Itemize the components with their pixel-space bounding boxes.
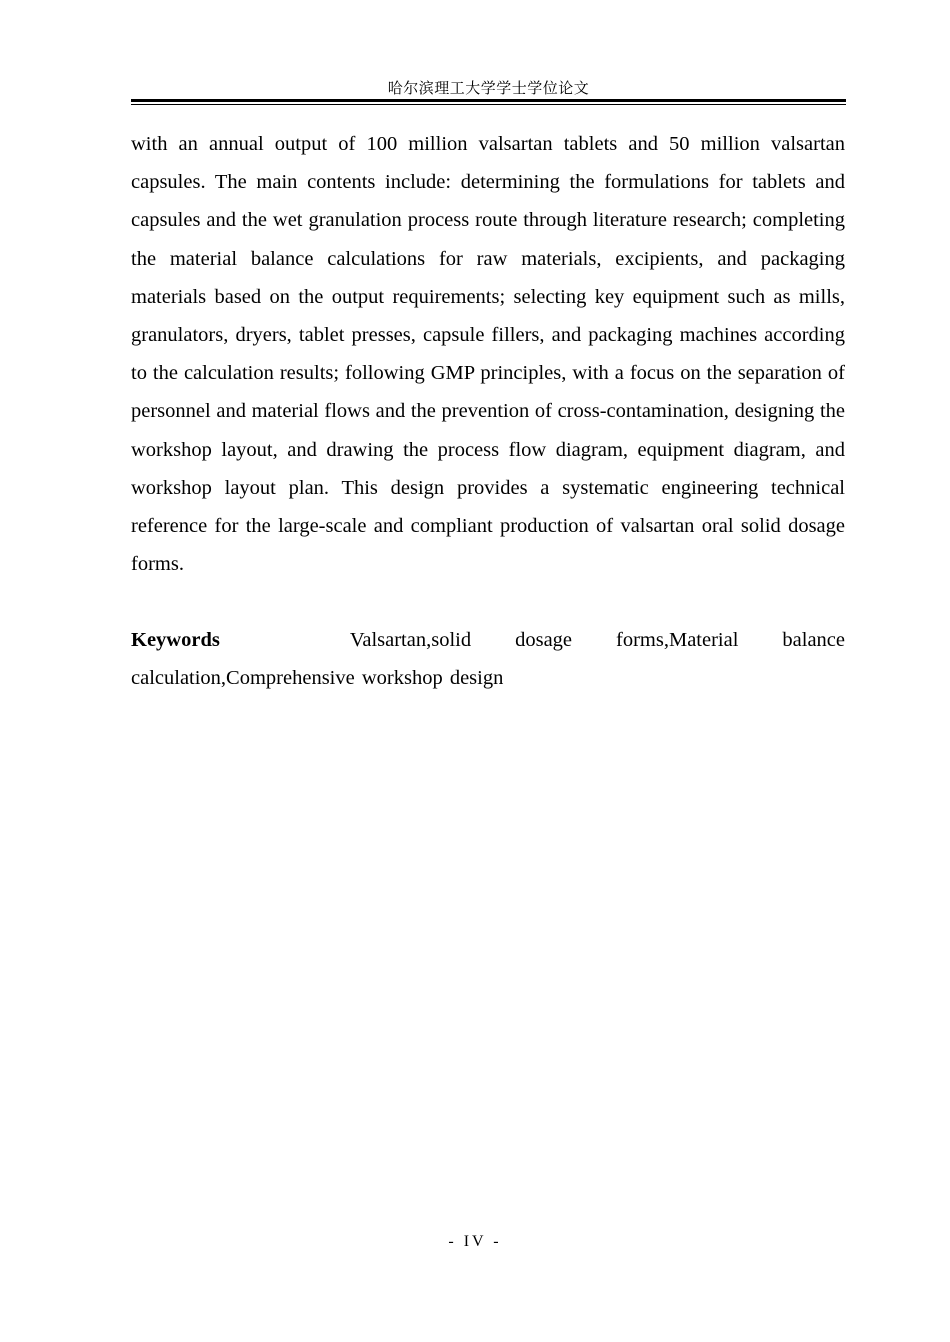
abstract-paragraph: with an annual output of 100 million valsartan tablets and 50 million valsartan capsules. The main contents include: determining the formulations for tablets and capsules and the wet granulation process route through literature research; completing the material balance calculations for raw materials, excipients, and packaging materials based on the output requirements; selecting key equipment such as mills, granulators, dryers, tablet presses, capsule fillers, and packaging machines according to the calculation results; following GMP principles, with a focus on the separation of personnel and material flows and the prevention of cross-contamination, designing the workshop layout, and drawing the process flow diagram, equipment diagram, and workshop layout plan. This design provides a systematic engineering technical reference for the large-scale and compliant production of valsartan oral solid dosage forms. <box>131 133 845 576</box>
page-number: - IV - <box>448 1233 502 1250</box>
keywords-text: Valsartan,solid dosage forms,Material balance calculation,Comprehensive workshop design <box>131 629 845 690</box>
running-header: 哈尔滨理工大学学士学位论文 <box>387 79 590 97</box>
header-rule-thick <box>131 99 846 102</box>
header-rule-thin <box>131 104 846 105</box>
keywords-label: Keywords <box>131 629 220 651</box>
keywords-paragraph <box>131 621 845 697</box>
